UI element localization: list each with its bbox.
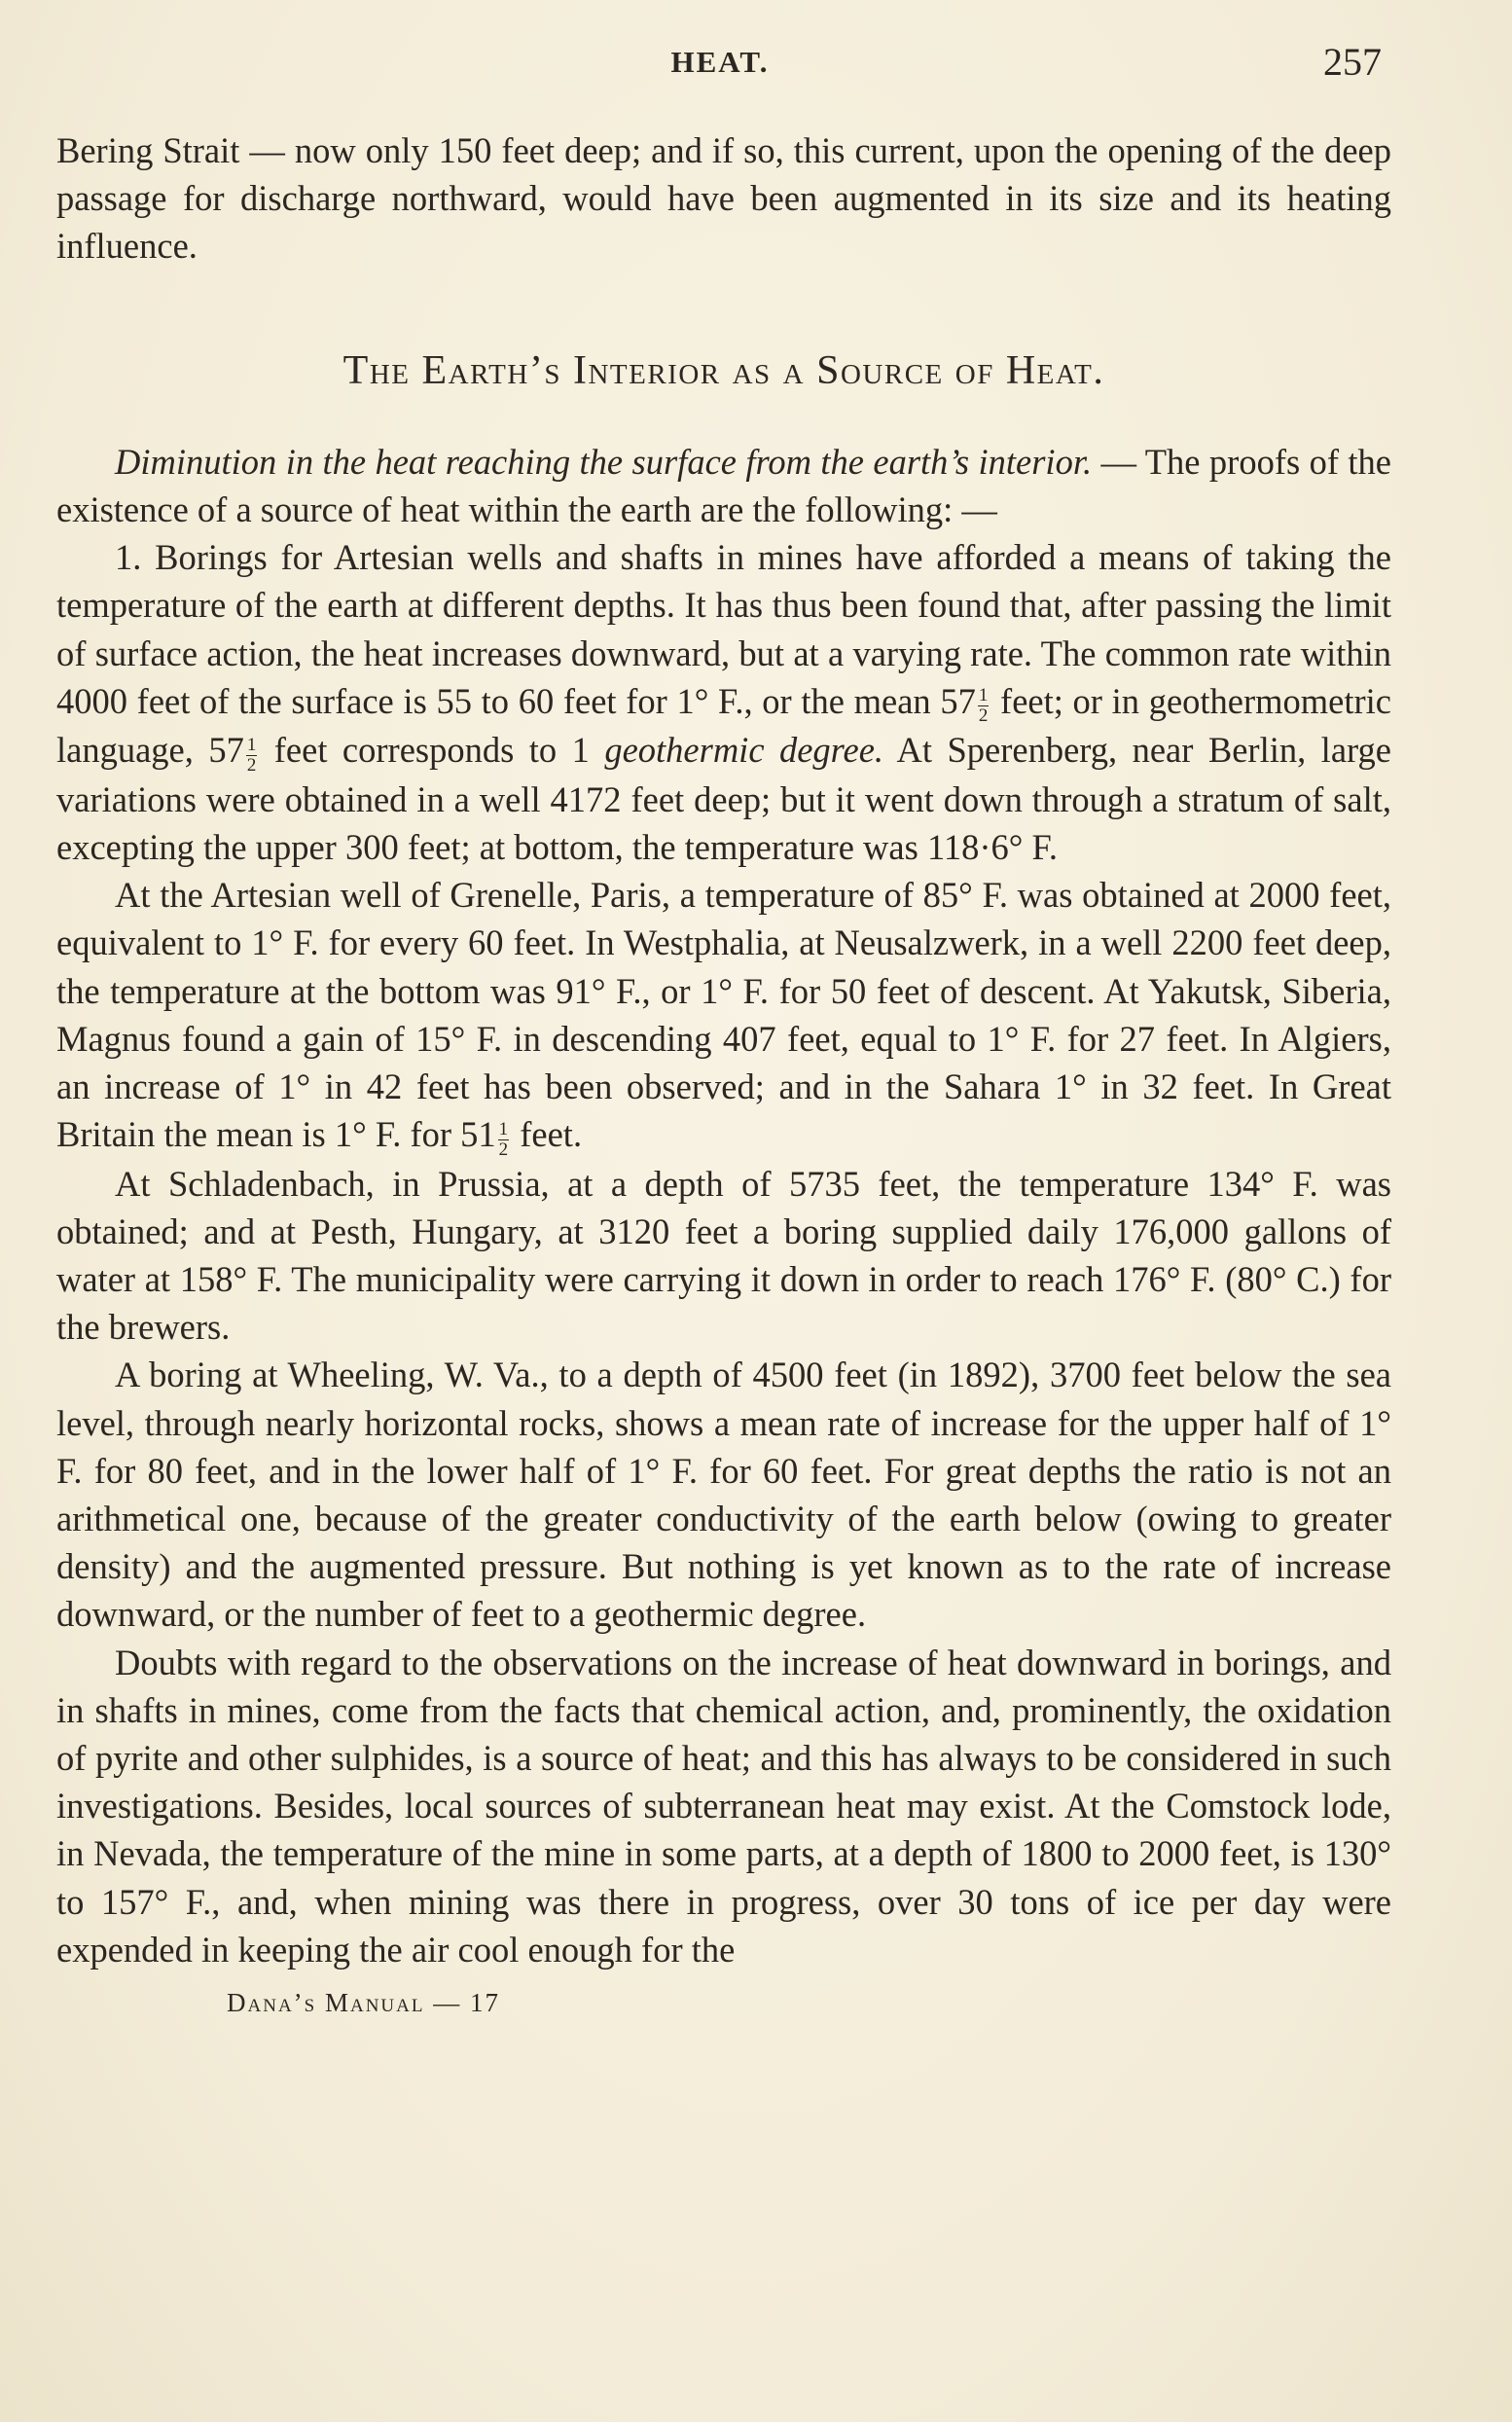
half-fraction: [498, 1120, 509, 1160]
running-title: HEAT.: [670, 45, 770, 79]
fraction-numerator: 1: [246, 734, 257, 755]
paragraph-doubts: Doubts with regard to the observations on the increase of heat downward in borings, and in shafts in mines, come from the facts that chemical action, and, prominently, the oxidation of pyrite and other sulphides, is a source of heat; and this has always to be considered in such investigations. Besides, local sources of subterranean heat may exist. At the Comstock lode, in Nevada, the temperature of the mine in some parts, at a depth of 1800 to 2000 feet, is 130° to 157° F., and, when mining was there in progress, over 30 tons of ice per day were expended in keeping the air cool enough for the: [56, 1642, 1391, 1970]
fraction-numerator: 1: [498, 1118, 509, 1139]
paragraph-borings: [56, 533, 1391, 871]
fraction-denominator: 2: [498, 1139, 509, 1160]
intro-italic-lead: Diminution in the heat reaching the surface from the earth’s interior.: [115, 441, 1093, 482]
signature-mark: Dana’s Manual — 17: [227, 1988, 500, 2018]
section-heading: The Earth’s Interior as a Source of Heat.: [342, 347, 1105, 393]
fraction-denominator: 2: [978, 705, 989, 727]
fraction-denominator: 2: [246, 754, 257, 776]
paragraph-wheeling: A boring at Wheeling, W. Va., to a depth of 4500 feet (in 1892), 3700 feet below the sea level, through nearly horizontal rocks, shows a mean rate of increase for the upper half of 1° F. for 80 feet, and in the lower half of 1° F. for 60 feet. For great depths the ratio is not an arithmetical one, because of the greater conductivity of the earth below (owing to greater density) and the augmented pressure. But nothing is yet known as to the rate of increase downward, or the number of feet to a geothermic degree.: [56, 1355, 1391, 1635]
page-body: [56, 127, 1391, 2027]
intro-paragraph: [56, 438, 1391, 533]
paragraph-grenelle: [56, 871, 1391, 1159]
borings-text-d: At Sperenberg, near Berlin, large variations were obtained in a well 4172 feet deep; but it went down through a stratum of salt, excepting the upper 300 feet; at bottom, the temperature was 118·6° F.: [56, 730, 1391, 867]
borings-text-a: 1. Borings for Artesian wells and shafts in mines have afforded a means of taking the temperature of the earth at different depths. It has thus been found that, after passing the limit of surface action, the heat increases downward, but at a varying rate. The common rate within 4000 feet of the surface is 55 to 60 feet for 1° F., or the mean 57: [56, 537, 1391, 721]
intro-text: — The proofs of the existence of a source of heat within the earth are the following: —: [56, 441, 1391, 530]
borings-text-b: feet; or in geothermometric language, 57: [56, 680, 1392, 771]
grenelle-text-a: At the Artesian well of Grenelle, Paris, a temperature of 85° F. was obtained at 2000 feet, equivalent to 1° F. for every 60 feet. In Westphalia, at Neusalzwerk, in a well 2200 feet deep, the temperature at the bottom was 91° F., or 1° F. for 50 feet of descent. At Yakutsk, Siberia, Magnus found a gain of 15° F. in descending 407 feet, equal to 1° F. for 27 feet. In Algiers, an increase of 1° in 42 feet has been observed; and in the Sahara 1° in 32 feet. In Great Britain the mean is 1° F. for 51: [56, 875, 1391, 1155]
fraction-numerator: 1: [978, 685, 989, 706]
running-head: [58, 39, 1382, 88]
paragraph-schladenbach: At Schladenbach, in Prussia, at a depth of 5735 feet, the temperature 134° F. was obtained; and at Pesth, Hungary, at 3120 feet a boring supplied daily 176,000 gallons of water at 158° F. The municipality were carrying it down in order to reach 176° F. (80° C.) for the brewers.: [56, 1163, 1391, 1348]
borings-text-c: feet corresponds to 1: [259, 730, 605, 771]
grenelle-text-b: feet.: [511, 1114, 583, 1155]
page-number: 257: [1323, 40, 1382, 84]
geothermic-degree-term: geothermic degree.: [604, 730, 884, 771]
continuation-paragraph: Bering Strait — now only 150 feet deep; and if so, this current, upon the opening of the deep passage for discharge northward, would have been augmented in its size and its heating influence.: [56, 130, 1391, 267]
half-fraction: [978, 686, 989, 726]
half-fraction: [246, 736, 257, 776]
